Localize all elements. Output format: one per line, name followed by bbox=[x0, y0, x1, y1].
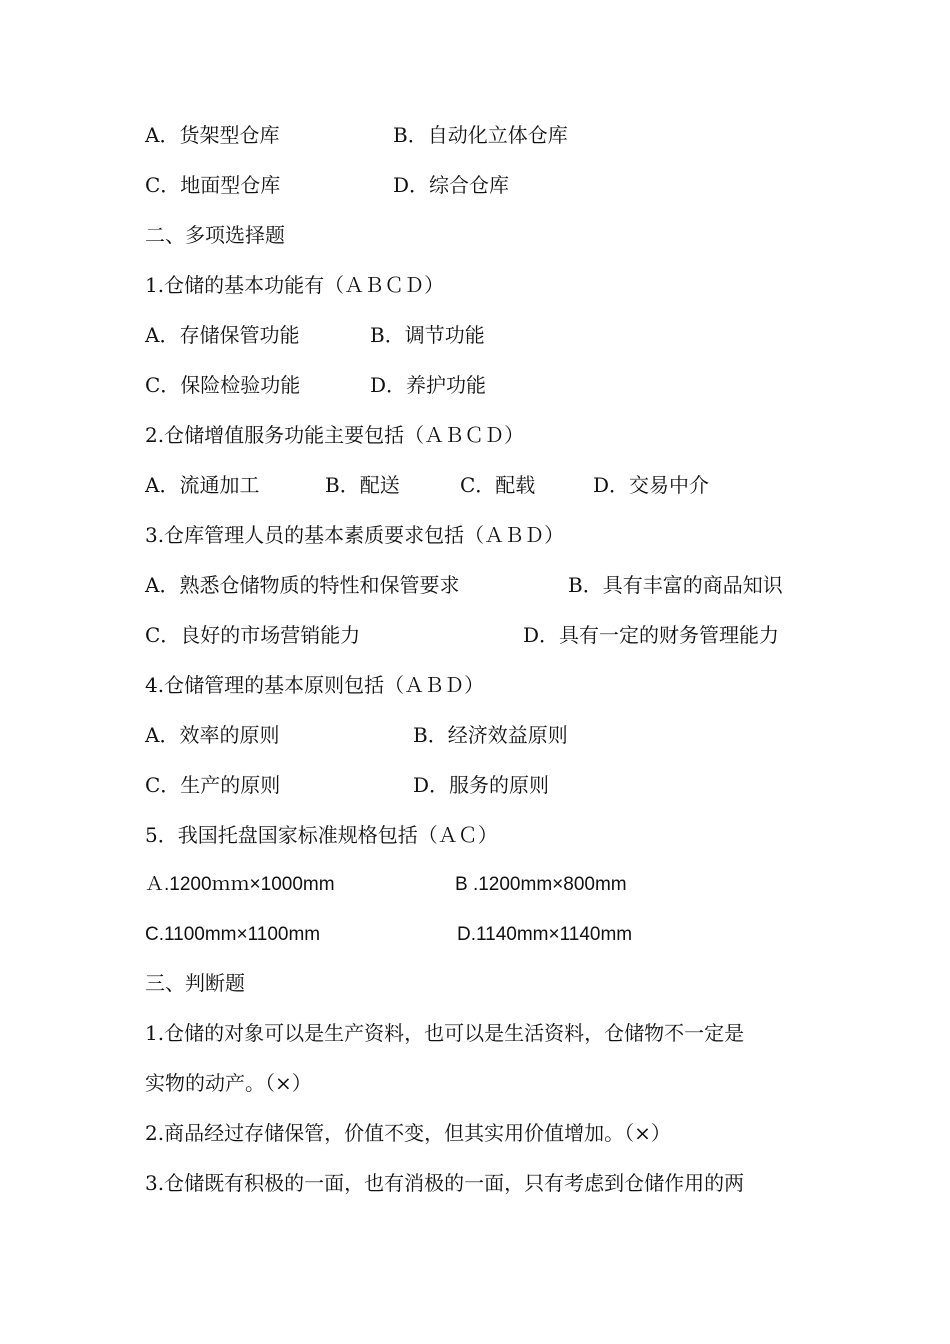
option-a: A．货架型仓库 bbox=[145, 123, 280, 147]
option-b: B．调节功能 bbox=[370, 323, 485, 347]
option-b: B．配送 bbox=[325, 473, 400, 497]
option-a: A．流通加工 bbox=[145, 473, 260, 497]
option-d: D．具有一定的财务管理能力 bbox=[523, 623, 780, 647]
option-b: B .1200mm×800mm bbox=[455, 874, 627, 895]
option-b: B．具有丰富的商品知识 bbox=[568, 573, 783, 597]
question-text: 5．我国托盘国家标准规格包括（ＡＣ） bbox=[145, 823, 498, 847]
option-a: A．存储保管功能 bbox=[145, 323, 300, 347]
option-a: A．熟悉仓储物质的特性和保管要求 bbox=[145, 573, 460, 597]
section-title: 三、判断题 bbox=[145, 971, 245, 995]
statement-text: 实物的动产。（×） bbox=[145, 1071, 312, 1095]
option-b: B．自动化立体仓库 bbox=[393, 123, 568, 147]
question-text: 1.仓储的基本功能有（ＡＢＣＤ） bbox=[145, 273, 445, 297]
statement-text: 2.商品经过存储保管，价值不变，但其实用价值增加。（×） bbox=[145, 1121, 671, 1145]
option-d: D．交易中介 bbox=[593, 473, 710, 497]
option-c: C．良好的市场营销能力 bbox=[145, 623, 361, 647]
option-c: C．地面型仓库 bbox=[145, 173, 281, 197]
question-text: 3.仓库管理人员的基本素质要求包括（ＡＢＤ） bbox=[145, 523, 565, 547]
option-c: C．保险检验功能 bbox=[145, 373, 301, 397]
option-d: D．养护功能 bbox=[370, 373, 487, 397]
option-d: D．综合仓库 bbox=[393, 173, 510, 197]
statement-text: 1.仓储的对象可以是生产资料，也可以是生活资料，仓储物不一定是 bbox=[145, 1021, 745, 1045]
option-c: C.1100mm×1100mm bbox=[145, 924, 321, 945]
option-d: D.1140mm×1140mm bbox=[457, 924, 633, 945]
section-title: 二、多项选择题 bbox=[145, 223, 285, 247]
option-a: A．效率的原则 bbox=[145, 723, 280, 747]
question-text: 2.仓储增值服务功能主要包括（ＡＢＣＤ） bbox=[145, 423, 525, 447]
option-b: B．经济效益原则 bbox=[413, 723, 568, 747]
option-c: C．生产的原则 bbox=[145, 773, 281, 797]
option-d: D．服务的原则 bbox=[413, 773, 550, 797]
option-c: C．配载 bbox=[460, 473, 536, 497]
option-a: Ａ.1200ｍｍ×1000mm bbox=[145, 874, 335, 895]
statement-text: 3.仓储既有积极的一面，也有消极的一面，只有考虑到仓储作用的两 bbox=[145, 1171, 745, 1195]
question-text: 4.仓储管理的基本原则包括（ＡＢＤ） bbox=[145, 673, 485, 697]
